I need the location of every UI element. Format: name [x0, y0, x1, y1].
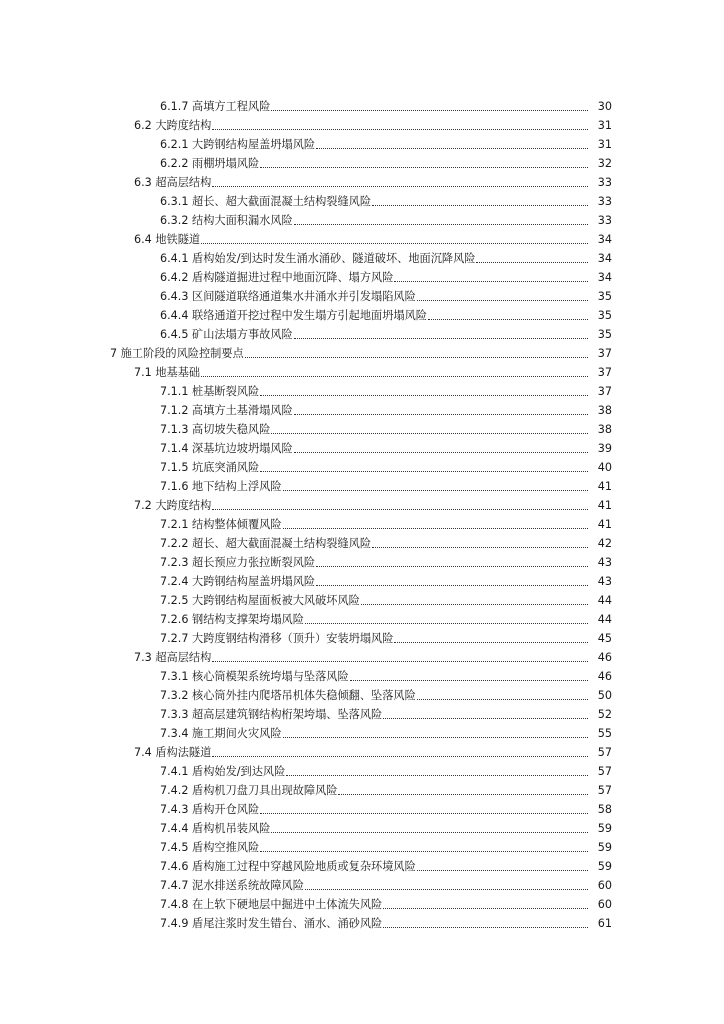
toc-dot-leader	[283, 527, 588, 529]
toc-entry[interactable]	[0, 116, 724, 135]
toc-entry-title: 6.3.1 超长、超大截面混凝土结构裂缝风险	[160, 195, 372, 208]
toc-entry[interactable]	[0, 363, 724, 382]
toc-entry-page: 34	[597, 233, 612, 246]
toc-entry-page: 38	[597, 423, 612, 436]
toc-entry[interactable]	[0, 439, 724, 458]
toc-entry[interactable]	[0, 895, 724, 914]
toc-dot-leader	[212, 508, 588, 510]
toc-entry-title: 7.2 大跨度结构	[134, 499, 212, 512]
toc-entry-page: 46	[597, 670, 612, 683]
toc-dot-leader	[260, 850, 588, 852]
toc-entry[interactable]	[0, 800, 724, 819]
toc-entry-page: 57	[597, 765, 612, 778]
toc-entry-title: 6.4.4 联络通道开挖过程中发生塌方引起地面坍塌风险	[160, 309, 427, 322]
toc-entry-page: 32	[597, 157, 612, 170]
toc-entry-title: 6.4.5 矿山法塌方事故风险	[160, 328, 293, 341]
toc-entry[interactable]	[0, 857, 724, 876]
toc-entry[interactable]	[0, 496, 724, 515]
toc-entry[interactable]	[0, 325, 724, 344]
toc-entry-page: 52	[597, 708, 612, 721]
toc-dot-leader	[294, 337, 588, 339]
toc-entry[interactable]	[0, 705, 724, 724]
toc-dot-leader	[417, 869, 588, 871]
toc-entry-title: 7.3 超高层结构	[134, 651, 212, 664]
toc-entry-title: 7.4.7 泥水排送系统故障风险	[160, 879, 304, 892]
toc-entry-page: 44	[597, 613, 612, 626]
toc-entry[interactable]	[0, 648, 724, 667]
toc-entry[interactable]	[0, 249, 724, 268]
toc-entry-title: 7.3.3 超高层建筑钢结构桁架垮塌、坠落风险	[160, 708, 383, 721]
toc-entry-page: 35	[597, 309, 612, 322]
toc-entry[interactable]	[0, 591, 724, 610]
toc-entry-title: 6.3.2 结构大面积漏水风险	[160, 214, 293, 227]
toc-dot-leader	[361, 603, 588, 605]
toc-entry-page: 30	[597, 100, 612, 113]
toc-dot-leader	[394, 641, 588, 643]
toc-entry[interactable]	[0, 914, 724, 933]
toc-entry-title: 7.2.2 超长、超大截面混凝土结构裂缝风险	[160, 537, 372, 550]
toc-entry-title: 7.3.1 核心筒模架系统垮塌与坠落风险	[160, 670, 349, 683]
toc-entry[interactable]	[0, 724, 724, 743]
toc-entry-title: 6.3 超高层结构	[134, 176, 212, 189]
toc-entry-page: 35	[597, 328, 612, 341]
toc-dot-leader	[286, 774, 588, 776]
toc-dot-leader	[260, 166, 588, 168]
toc-entry[interactable]	[0, 420, 724, 439]
toc-entry-title: 7.1.3 高切坡失稳风险	[160, 423, 271, 436]
toc-entry-title: 7.4.6 盾构施工过程中穿越风险地质或复杂环境风险	[160, 860, 416, 873]
toc-entry-page: 41	[597, 499, 612, 512]
toc-dot-leader	[305, 888, 588, 890]
toc-entry-title: 7.4 盾构法隧道	[134, 746, 212, 759]
toc-dot-leader	[350, 679, 588, 681]
toc-entry[interactable]	[0, 154, 724, 173]
toc-entry[interactable]	[0, 477, 724, 496]
toc-entry-page: 35	[597, 290, 612, 303]
toc-dot-leader	[283, 736, 588, 738]
toc-entry-title: 7.4.4 盾构机吊装风险	[160, 822, 271, 835]
toc-entry-title: 7.4.8 在上软下硬地层中掘进中土体流失风险	[160, 898, 383, 911]
toc-dot-leader	[260, 812, 588, 814]
toc-entry[interactable]	[0, 173, 724, 192]
toc-dot-leader	[271, 831, 588, 833]
toc-entry-title: 7.1.6 地下结构上浮风险	[160, 480, 282, 493]
toc-entry[interactable]	[0, 192, 724, 211]
toc-entry-page: 39	[597, 442, 612, 455]
toc-entry[interactable]	[0, 838, 724, 857]
table-of-contents	[0, 97, 724, 933]
toc-entry-title: 7.1.2 高填方土基滑塌风险	[160, 404, 293, 417]
toc-entry-page: 31	[597, 138, 612, 151]
toc-entry-title: 6.1.7 高填方工程风险	[160, 100, 271, 113]
toc-entry-page: 41	[597, 518, 612, 531]
toc-dot-leader	[372, 546, 588, 548]
toc-entry-page: 33	[597, 176, 612, 189]
toc-entry[interactable]	[0, 781, 724, 800]
toc-entry-title: 7.2.6 钢结构支撑架垮塌风险	[160, 613, 304, 626]
toc-entry-title: 7.4.3 盾构开仓风险	[160, 803, 260, 816]
toc-dot-leader	[417, 698, 588, 700]
toc-entry[interactable]	[0, 876, 724, 895]
toc-entry-title: 7.1.4 深基坑边坡坍塌风险	[160, 442, 293, 455]
toc-dot-leader	[383, 717, 588, 719]
toc-entry[interactable]	[0, 97, 724, 116]
toc-dot-leader	[383, 907, 588, 909]
toc-entry-page: 55	[597, 727, 612, 740]
toc-entry-page: 38	[597, 404, 612, 417]
toc-entry[interactable]	[0, 686, 724, 705]
toc-entry-page: 60	[597, 879, 612, 892]
toc-dot-leader	[212, 755, 588, 757]
toc-entry-title: 7.3.2 核心筒外挂内爬塔吊机体失稳倾翻、坠落风险	[160, 689, 416, 702]
toc-dot-leader	[394, 280, 588, 282]
toc-entry-title: 6.2 大跨度结构	[134, 119, 212, 132]
toc-entry-title: 7.4.1 盾构始发/到达风险	[160, 765, 286, 778]
toc-entry[interactable]	[0, 135, 724, 154]
toc-entry[interactable]	[0, 572, 724, 591]
toc-dot-leader	[212, 660, 588, 662]
toc-entry-title: 7.2.5 大跨钢结构屋面板被大风破坏风险	[160, 594, 360, 607]
toc-entry-page: 33	[597, 214, 612, 227]
toc-entry[interactable]	[0, 458, 724, 477]
toc-entry-page: 58	[597, 803, 612, 816]
toc-entry-title: 7.4.2 盾构机刀盘刀具出现故障风险	[160, 784, 338, 797]
toc-entry[interactable]	[0, 534, 724, 553]
toc-entry[interactable]	[0, 629, 724, 648]
toc-dot-leader	[316, 584, 588, 586]
toc-entry-title: 7.1.5 坑底突涌风险	[160, 461, 260, 474]
toc-dot-leader	[294, 451, 588, 453]
toc-entry-page: 57	[597, 784, 612, 797]
toc-entry-page: 42	[597, 537, 612, 550]
toc-entry-page: 40	[597, 461, 612, 474]
toc-entry[interactable]	[0, 287, 724, 306]
toc-entry-page: 50	[597, 689, 612, 702]
toc-dot-leader	[201, 242, 588, 244]
toc-entry-page: 61	[597, 917, 612, 930]
toc-entry-page: 34	[597, 271, 612, 284]
toc-entry-page: 44	[597, 594, 612, 607]
toc-dot-leader	[283, 489, 588, 491]
toc-entry[interactable]	[0, 382, 724, 401]
toc-entry[interactable]	[0, 211, 724, 230]
toc-entry[interactable]	[0, 762, 724, 781]
toc-entry-title: 7.3.4 施工期间火灾风险	[160, 727, 282, 740]
toc-dot-leader	[338, 793, 588, 795]
toc-entry[interactable]	[0, 819, 724, 838]
toc-dot-leader	[294, 223, 588, 225]
toc-entry-page: 34	[597, 252, 612, 265]
toc-entry-title: 7.1 地基基础	[134, 366, 201, 379]
toc-dot-leader	[260, 394, 588, 396]
toc-entry[interactable]	[0, 667, 724, 686]
toc-dot-leader	[212, 128, 588, 130]
toc-dot-leader	[316, 565, 588, 567]
toc-dot-leader	[260, 470, 588, 472]
toc-entry-title: 7.2.7 大跨度钢结构滑移（顶升）安装坍塌风险	[160, 632, 394, 645]
toc-dot-leader	[383, 926, 588, 928]
toc-entry-page: 59	[597, 822, 612, 835]
toc-entry-title: 6.4 地铁隧道	[134, 233, 201, 246]
toc-dot-leader	[212, 185, 588, 187]
toc-entry-title: 7.2.1 结构整体倾覆风险	[160, 518, 282, 531]
toc-entry-title: 7.4.9 盾尾注浆时发生错台、涌水、涌砂风险	[160, 917, 383, 930]
toc-entry-page: 46	[597, 651, 612, 664]
toc-entry-page: 41	[597, 480, 612, 493]
toc-entry[interactable]	[0, 344, 724, 363]
toc-entry-title: 6.4.1 盾构始发/到达时发生涌水涌砂、隧道破坏、地面沉降风险	[160, 252, 476, 265]
toc-dot-leader	[428, 318, 588, 320]
toc-entry-title: 6.4.3 区间隧道联络通道集水井涌水并引发塌陷风险	[160, 290, 416, 303]
toc-entry-page: 43	[597, 575, 612, 588]
toc-entry-page: 33	[597, 195, 612, 208]
toc-entry-page: 59	[597, 841, 612, 854]
toc-dot-leader	[476, 261, 588, 263]
toc-entry-page: 37	[597, 366, 612, 379]
toc-dot-leader	[305, 622, 588, 624]
toc-entry[interactable]	[0, 553, 724, 572]
toc-entry-title: 7 施工阶段的风险控制要点	[110, 347, 244, 360]
toc-entry-title: 7.1.1 桩基断裂风险	[160, 385, 260, 398]
toc-dot-leader	[417, 299, 588, 301]
toc-entry-page: 37	[597, 385, 612, 398]
toc-entry-page: 43	[597, 556, 612, 569]
toc-entry-title: 7.2.3 超长预应力张拉断裂风险	[160, 556, 316, 569]
toc-entry[interactable]	[0, 230, 724, 249]
toc-entry-page: 31	[597, 119, 612, 132]
toc-dot-leader	[316, 147, 588, 149]
toc-entry-title: 7.2.4 大跨钢结构屋盖坍塌风险	[160, 575, 316, 588]
toc-entry[interactable]	[0, 268, 724, 287]
toc-dot-leader	[271, 109, 588, 111]
toc-entry-title: 6.4.2 盾构隧道掘进过程中地面沉降、塌方风险	[160, 271, 394, 284]
toc-dot-leader	[271, 432, 588, 434]
toc-dot-leader	[245, 356, 588, 358]
toc-dot-leader	[372, 204, 588, 206]
toc-entry-page: 59	[597, 860, 612, 873]
toc-entry-page: 45	[597, 632, 612, 645]
toc-entry-page: 57	[597, 746, 612, 759]
toc-entry-page: 37	[597, 347, 612, 360]
toc-entry-title: 7.4.5 盾构空推风险	[160, 841, 260, 854]
toc-dot-leader	[201, 375, 588, 377]
toc-entry-page: 60	[597, 898, 612, 911]
toc-entry[interactable]	[0, 401, 724, 420]
toc-dot-leader	[294, 413, 588, 415]
toc-entry[interactable]	[0, 306, 724, 325]
toc-entry[interactable]	[0, 515, 724, 534]
toc-entry-title: 6.2.2 雨棚坍塌风险	[160, 157, 260, 170]
toc-entry[interactable]	[0, 743, 724, 762]
toc-entry[interactable]	[0, 610, 724, 629]
toc-entry-title: 6.2.1 大跨钢结构屋盖坍塌风险	[160, 138, 316, 151]
